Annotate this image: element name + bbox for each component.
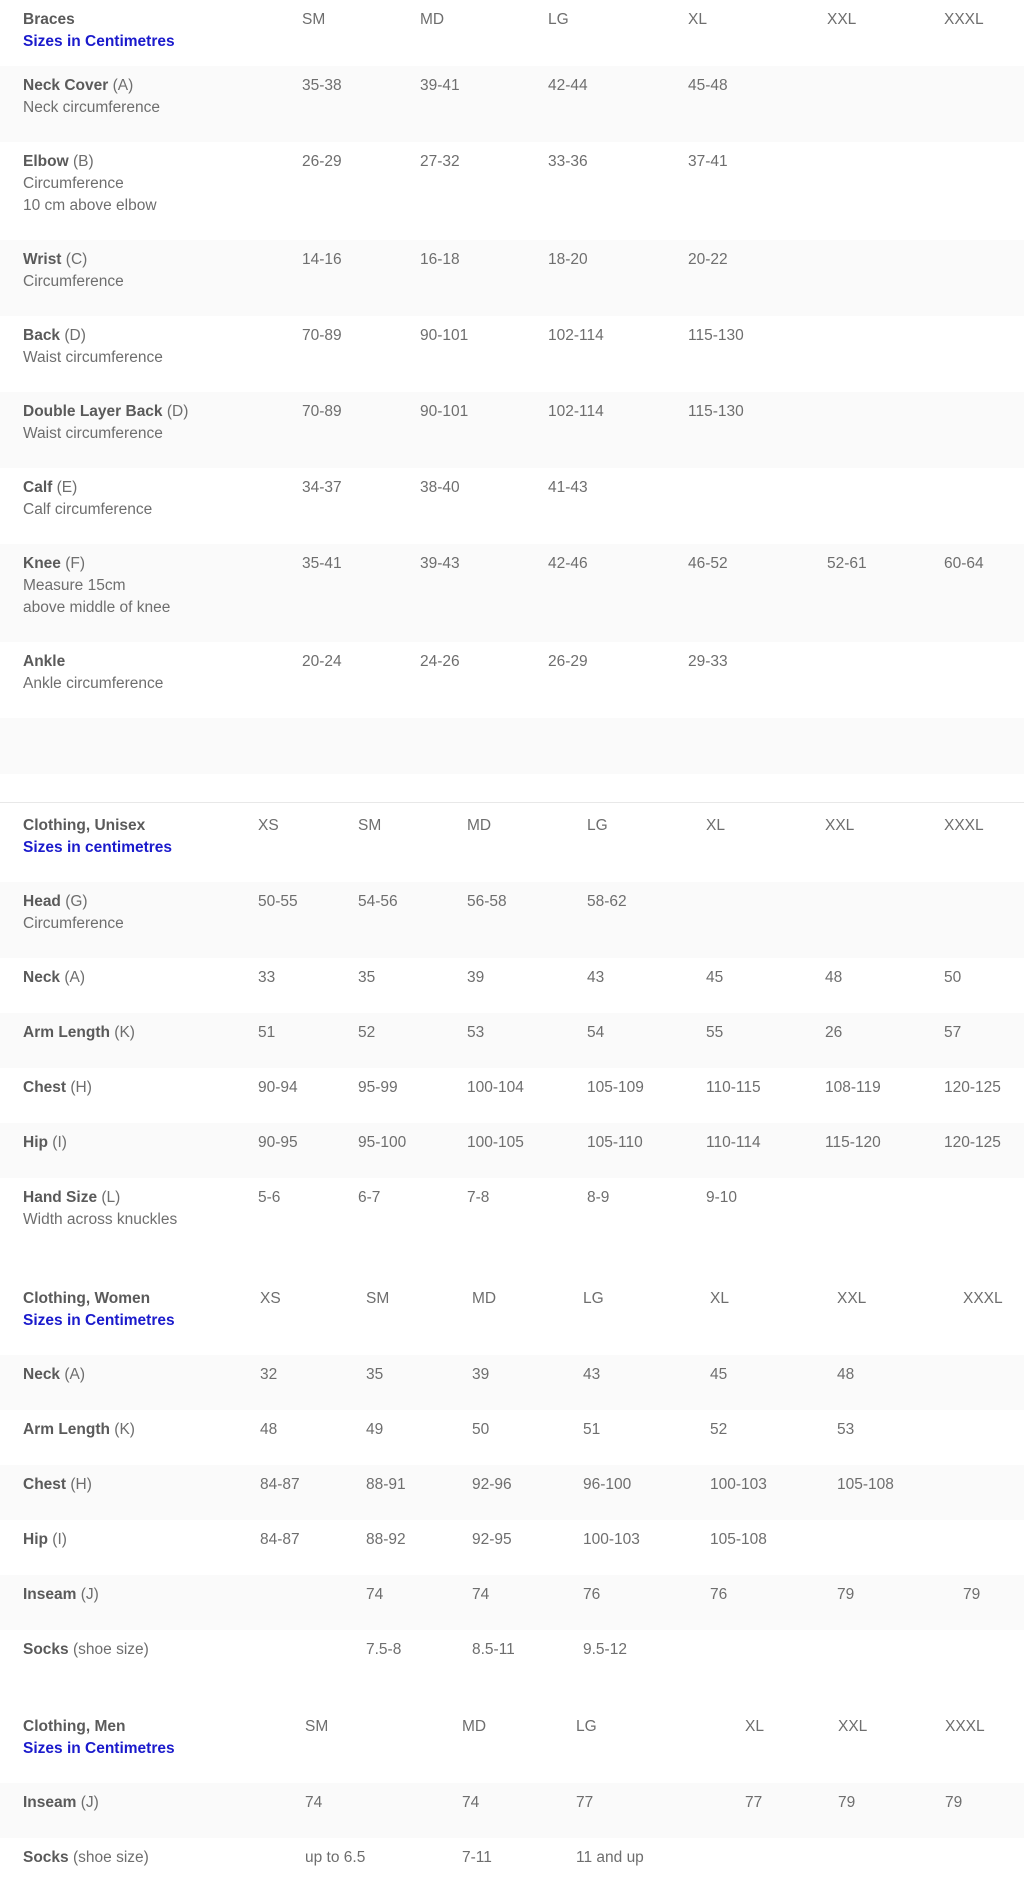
measurement-name: Arm Length xyxy=(23,1421,110,1438)
size-value: 74 xyxy=(462,1794,480,1811)
measurement-description: Circumference xyxy=(23,175,124,192)
measurement-code: (H) xyxy=(70,1476,92,1493)
size-value: 11 and up xyxy=(576,1849,644,1866)
measurement-code: (L) xyxy=(101,1189,121,1206)
size-value: 51 xyxy=(583,1421,601,1438)
units-link[interactable]: Sizes in Centimetres xyxy=(23,33,175,50)
size-value: 60-64 xyxy=(944,555,984,572)
table-title-cell xyxy=(23,1288,175,1332)
measurement-code: (H) xyxy=(70,1079,92,1096)
measurement-label xyxy=(23,249,124,293)
size-value: 51 xyxy=(258,1024,276,1041)
measurement-code: (I) xyxy=(52,1531,67,1548)
size-value: 88-91 xyxy=(366,1476,406,1493)
measurement-name: Chest xyxy=(23,1476,67,1493)
measurement-label xyxy=(23,1847,149,1869)
size-value: 90-95 xyxy=(258,1134,298,1151)
table-row xyxy=(0,1068,1024,1123)
size-value: 50 xyxy=(944,969,962,986)
size-value: 100-103 xyxy=(583,1531,640,1548)
measurement-name: Inseam xyxy=(23,1794,77,1811)
size-value: 54-56 xyxy=(358,893,398,910)
measurement-description: Circumference xyxy=(23,273,124,290)
measurement-description: Width across knuckles xyxy=(23,1211,178,1228)
units-link[interactable]: Sizes in centimetres xyxy=(23,839,173,856)
size-value: 90-101 xyxy=(420,327,469,344)
size-value: 46-52 xyxy=(688,555,728,572)
size-header: SM xyxy=(358,817,382,834)
size-value: 35 xyxy=(358,969,376,986)
measurement-label xyxy=(23,1077,92,1099)
table-header-row xyxy=(0,806,1024,882)
size-value: 7-11 xyxy=(462,1849,492,1866)
size-value: 74 xyxy=(366,1586,384,1603)
size-value: 70-89 xyxy=(302,327,342,344)
measurement-label xyxy=(23,967,85,989)
table-title-cell xyxy=(23,1716,175,1760)
table-row xyxy=(0,1575,1024,1630)
size-value: 96-100 xyxy=(583,1476,632,1493)
size-value: 95-100 xyxy=(358,1134,407,1151)
size-value: 100-104 xyxy=(467,1079,524,1096)
table-row xyxy=(0,468,1024,544)
measurement-label xyxy=(23,1132,67,1154)
table-row xyxy=(0,316,1024,392)
measurement-code: (A) xyxy=(112,77,134,94)
measurement-label xyxy=(23,553,170,619)
size-value: 77 xyxy=(576,1794,594,1811)
size-value: 48 xyxy=(837,1366,855,1383)
table-row xyxy=(0,142,1024,240)
size-header: SM xyxy=(302,11,326,28)
size-header: XXXL xyxy=(944,11,984,28)
size-value: 84-87 xyxy=(260,1531,300,1548)
size-value: 54 xyxy=(587,1024,605,1041)
section-divider xyxy=(0,802,1024,803)
size-header: LG xyxy=(576,1718,597,1735)
size-value: 26-29 xyxy=(302,153,342,170)
size-value: 14-16 xyxy=(302,251,342,268)
table-title: Clothing, Women xyxy=(23,1290,151,1307)
size-value: 33-36 xyxy=(548,153,588,170)
measurement-code: (D) xyxy=(64,327,86,344)
measurement-label xyxy=(23,151,157,217)
size-value: 77 xyxy=(745,1794,763,1811)
size-value: 34-37 xyxy=(302,479,342,496)
measurement-name: Knee xyxy=(23,555,61,572)
size-value: 50 xyxy=(472,1421,490,1438)
measurement-description: Neck circumference xyxy=(23,99,160,116)
size-value: 55 xyxy=(706,1024,724,1041)
table-row xyxy=(0,1013,1024,1068)
size-value: 43 xyxy=(583,1366,601,1383)
size-value: 45 xyxy=(710,1366,728,1383)
size-value: 88-92 xyxy=(366,1531,406,1548)
measurement-code: (A) xyxy=(64,969,86,986)
size-value: 18-20 xyxy=(548,251,588,268)
measurement-name: Hip xyxy=(23,1134,48,1151)
size-value: 38-40 xyxy=(420,479,460,496)
measurement-description: Waist circumference xyxy=(23,349,163,366)
measurement-label xyxy=(23,1022,135,1044)
size-header: SM xyxy=(305,1718,329,1735)
measurement-code: (A) xyxy=(64,1366,86,1383)
measurement-name: Hand Size xyxy=(23,1189,98,1206)
size-value: 102-114 xyxy=(548,403,604,420)
measurement-label xyxy=(23,1364,85,1386)
size-value: 39-41 xyxy=(420,77,460,94)
size-header: XL xyxy=(745,1718,764,1735)
size-value: 84-87 xyxy=(260,1476,300,1493)
table-row xyxy=(0,958,1024,1013)
size-value: 105-109 xyxy=(587,1079,644,1096)
size-value: 24-26 xyxy=(420,653,460,670)
size-header: SM xyxy=(366,1290,390,1307)
size-value: 32 xyxy=(260,1366,278,1383)
size-value: 108-119 xyxy=(825,1079,881,1096)
measurement-name: Hip xyxy=(23,1531,48,1548)
size-value: 20-22 xyxy=(688,251,728,268)
table-row xyxy=(0,1630,1024,1690)
measurement-label xyxy=(23,1419,135,1441)
size-value: 9-10 xyxy=(706,1189,738,1206)
size-value: 39 xyxy=(467,969,485,986)
size-header: MD xyxy=(467,817,492,834)
measurement-label xyxy=(23,75,160,119)
table-row xyxy=(0,882,1024,958)
table-header-row xyxy=(0,1707,1024,1783)
measurement-name: Socks xyxy=(23,1641,69,1658)
size-value: 79 xyxy=(838,1794,856,1811)
table-title: Braces xyxy=(23,11,75,28)
table-row xyxy=(0,642,1024,718)
measurement-name: Ankle xyxy=(23,653,66,670)
size-value: 8.5-11 xyxy=(472,1641,515,1658)
size-value: 74 xyxy=(472,1586,490,1603)
size-header: LG xyxy=(587,817,608,834)
measurement-code: (C) xyxy=(65,251,88,268)
size-value: 41-43 xyxy=(548,479,588,496)
size-value: 26-29 xyxy=(548,653,588,670)
table-row xyxy=(0,544,1024,642)
measurement-label xyxy=(23,1187,177,1231)
size-header: XXL xyxy=(837,1290,867,1307)
table-row xyxy=(0,392,1024,468)
size-value: 100-105 xyxy=(467,1134,524,1151)
measurement-description: Circumference xyxy=(23,915,124,932)
size-value: 79 xyxy=(963,1586,981,1603)
measurement-name: Back xyxy=(23,327,61,344)
table-row xyxy=(0,1783,1024,1838)
measurement-code: (K) xyxy=(114,1421,135,1438)
size-value: 45-48 xyxy=(688,77,728,94)
measurement-name: Chest xyxy=(23,1079,67,1096)
table-row xyxy=(0,1465,1024,1520)
measurement-name: Neck xyxy=(23,1366,61,1383)
size-value: 39 xyxy=(472,1366,490,1383)
size-value: 76 xyxy=(583,1586,601,1603)
measurement-code: (shoe size) xyxy=(72,1849,149,1866)
size-value: 20-24 xyxy=(302,653,342,670)
size-header: XS xyxy=(260,1290,281,1307)
size-value: 35 xyxy=(366,1366,384,1383)
size-value: 35-38 xyxy=(302,77,342,94)
size-value: 48 xyxy=(825,969,843,986)
size-value: 120-125 xyxy=(944,1079,1001,1096)
measurement-code: (J) xyxy=(80,1586,99,1603)
measurement-code: (K) xyxy=(114,1024,135,1041)
size-value: 52 xyxy=(358,1024,376,1041)
table-spacer-row xyxy=(0,718,1024,774)
size-value: 29-33 xyxy=(688,653,728,670)
measurement-code: (B) xyxy=(72,153,94,170)
size-value: 6-7 xyxy=(358,1189,381,1206)
size-value: up to 6.5 xyxy=(305,1849,366,1866)
measurement-description: Measure 15cm xyxy=(23,577,126,594)
size-value: 105-110 xyxy=(587,1134,643,1151)
measurement-description: Ankle circumference xyxy=(23,675,164,692)
table-row xyxy=(0,66,1024,142)
units-link[interactable]: Sizes in Centimetres xyxy=(23,1312,175,1329)
measurement-name: Wrist xyxy=(23,251,62,268)
size-value: 5-6 xyxy=(258,1189,281,1206)
measurement-name: Calf xyxy=(23,479,53,496)
measurement-name: Head xyxy=(23,893,61,910)
measurement-name: Neck Cover xyxy=(23,77,109,94)
measurement-label xyxy=(23,1584,99,1606)
size-value: 115-130 xyxy=(688,403,744,420)
size-value: 105-108 xyxy=(710,1531,767,1548)
measurement-code: (I) xyxy=(52,1134,67,1151)
measurement-name: Socks xyxy=(23,1849,69,1866)
measurement-name: Double Layer Back xyxy=(23,403,163,420)
table-title: Clothing, Men xyxy=(23,1718,126,1735)
measurement-name: Neck xyxy=(23,969,61,986)
measurement-code: (F) xyxy=(65,555,86,572)
measurement-description: 10 cm above elbow xyxy=(23,197,157,214)
size-value: 76 xyxy=(710,1586,728,1603)
size-value: 7.5-8 xyxy=(366,1641,402,1658)
size-header: XXXL xyxy=(963,1290,1003,1307)
size-header: MD xyxy=(462,1718,487,1735)
size-value: 26 xyxy=(825,1024,843,1041)
size-value: 52 xyxy=(710,1421,728,1438)
table-title-cell xyxy=(23,9,175,53)
measurement-label xyxy=(23,1529,67,1551)
size-value: 115-120 xyxy=(825,1134,881,1151)
size-value: 90-94 xyxy=(258,1079,298,1096)
measurement-code: (J) xyxy=(80,1794,99,1811)
measurement-description: Calf circumference xyxy=(23,501,153,518)
size-value: 120-125 xyxy=(944,1134,1001,1151)
measurement-label xyxy=(23,1474,92,1496)
size-header: LG xyxy=(548,11,569,28)
size-value: 43 xyxy=(587,969,605,986)
units-link[interactable]: Sizes in Centimetres xyxy=(23,1740,175,1757)
size-value: 45 xyxy=(706,969,724,986)
measurement-description: above middle of knee xyxy=(23,599,171,616)
measurement-name: Arm Length xyxy=(23,1024,110,1041)
measurement-label xyxy=(23,891,124,935)
table-row xyxy=(0,1178,1024,1248)
measurement-label xyxy=(23,651,163,695)
size-value: 48 xyxy=(260,1421,278,1438)
size-value: 49 xyxy=(366,1421,384,1438)
size-value: 16-18 xyxy=(420,251,460,268)
size-value: 115-130 xyxy=(688,327,744,344)
size-value: 105-108 xyxy=(837,1476,894,1493)
size-header: XL xyxy=(688,11,707,28)
measurement-label xyxy=(23,477,152,521)
measurement-label xyxy=(23,1639,149,1661)
size-header: XXXL xyxy=(945,1718,985,1735)
size-header: XXL xyxy=(838,1718,868,1735)
size-value: 33 xyxy=(258,969,276,986)
measurement-label xyxy=(23,401,188,445)
measurement-description: Waist circumference xyxy=(23,425,163,442)
measurement-code: (D) xyxy=(166,403,189,420)
size-value: 92-95 xyxy=(472,1531,512,1548)
size-value: 102-114 xyxy=(548,327,604,344)
size-value: 90-101 xyxy=(420,403,469,420)
size-header: MD xyxy=(472,1290,497,1307)
size-value: 42-44 xyxy=(548,77,588,94)
measurement-code: (E) xyxy=(56,479,78,496)
size-value: 110-115 xyxy=(706,1079,761,1096)
size-value: 35-41 xyxy=(302,555,342,572)
table-row xyxy=(0,1838,1024,1898)
size-value: 37-41 xyxy=(688,153,728,170)
measurement-label xyxy=(23,325,163,369)
size-value: 92-96 xyxy=(472,1476,512,1493)
size-value: 50-55 xyxy=(258,893,298,910)
table-header-row xyxy=(0,0,1024,66)
size-header: XS xyxy=(258,817,279,834)
table-row xyxy=(0,1410,1024,1465)
size-value: 53 xyxy=(467,1024,485,1041)
measurement-code: (G) xyxy=(65,893,88,910)
table-title-cell xyxy=(23,815,172,859)
size-value: 8-9 xyxy=(587,1189,610,1206)
size-value: 42-46 xyxy=(548,555,588,572)
size-header: MD xyxy=(420,11,445,28)
size-header: XXXL xyxy=(944,817,984,834)
size-value: 7-8 xyxy=(467,1189,490,1206)
table-row xyxy=(0,1123,1024,1178)
measurement-label xyxy=(23,1792,99,1814)
measurement-code: (shoe size) xyxy=(72,1641,149,1658)
size-value: 110-114 xyxy=(706,1134,761,1151)
measurement-name: Inseam xyxy=(23,1586,77,1603)
table-title: Clothing, Unisex xyxy=(23,817,146,834)
size-value: 70-89 xyxy=(302,403,342,420)
size-value: 58-62 xyxy=(587,893,627,910)
table-row xyxy=(0,240,1024,316)
size-value: 79 xyxy=(837,1586,855,1603)
table-row xyxy=(0,1355,1024,1410)
size-header: XXL xyxy=(827,11,857,28)
size-header: LG xyxy=(583,1290,604,1307)
table-row xyxy=(0,1520,1024,1575)
size-value: 95-99 xyxy=(358,1079,398,1096)
size-value: 39-43 xyxy=(420,555,460,572)
size-header: XXL xyxy=(825,817,855,834)
size-value: 53 xyxy=(837,1421,855,1438)
size-value: 79 xyxy=(945,1794,963,1811)
size-header: XL xyxy=(710,1290,729,1307)
size-value: 100-103 xyxy=(710,1476,767,1493)
measurement-name: Elbow xyxy=(23,153,69,170)
size-value: 27-32 xyxy=(420,153,460,170)
size-value: 56-58 xyxy=(467,893,507,910)
size-value: 9.5-12 xyxy=(583,1641,627,1658)
table-header-row xyxy=(0,1279,1024,1355)
size-header: XL xyxy=(706,817,725,834)
size-value: 57 xyxy=(944,1024,962,1041)
size-value: 74 xyxy=(305,1794,323,1811)
size-value: 52-61 xyxy=(827,555,867,572)
